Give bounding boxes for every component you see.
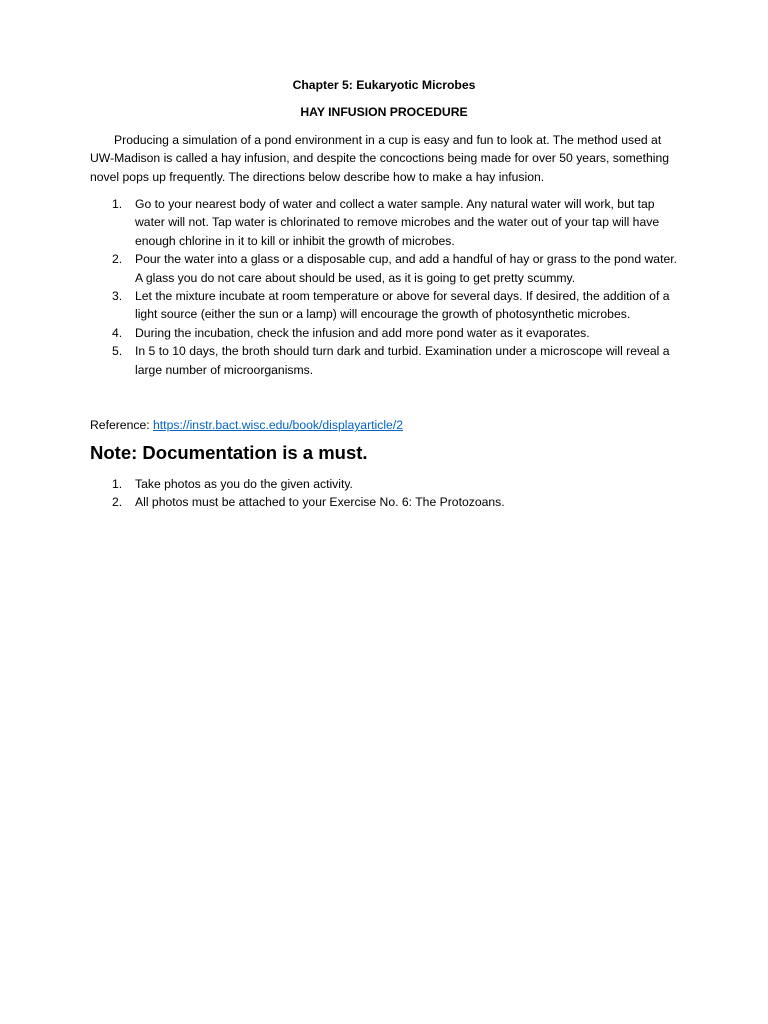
blank-spacer — [90, 379, 678, 416]
list-item — [90, 250, 678, 287]
section-title: HAY INFUSION PROCEDURE — [300, 105, 468, 120]
list-item-text: Let the mixture incubate at room temperature or above for several days. If desired, the addition of a light source (either the sun or a lamp) will encourage the growth of photosynthetic microbes. — [135, 289, 670, 322]
reference-link[interactable]: https://instr.bact.wisc.edu/book/displayarticle/2 — [153, 418, 403, 433]
list-number: 2. — [112, 252, 123, 267]
list-number: 4. — [112, 325, 123, 340]
list-number: 5. — [112, 344, 123, 359]
chapter-title: Chapter 5: Eukaryotic Microbes — [292, 78, 476, 92]
list-item-text: In 5 to 10 days, the broth should turn dark and turbid. Examination under a microscope will reveal a large number of microorganisms. — [135, 344, 670, 377]
list-number: 1. — [112, 476, 123, 491]
list-number: 2. — [112, 494, 123, 509]
list-item — [90, 324, 678, 342]
list-item — [90, 342, 678, 379]
reference-label: Reference: — [90, 418, 154, 433]
reference-line — [90, 416, 678, 434]
document-page — [90, 76, 678, 511]
list-item-text: Pour the water into a glass or a disposable cup, and add a handful of hay or grass to the pond water. A glass you do not care about should be used, as it is going to get pretty scummy. — [135, 252, 678, 285]
list-item-text: All photos must be attached to your Exercise No. 6: The Protozoans. — [135, 494, 505, 509]
list-item — [90, 493, 678, 511]
procedure-steps-list — [90, 195, 678, 379]
documentation-steps-list — [90, 475, 678, 512]
list-item-text: Go to your nearest body of water and collect a water sample. Any natural water will work, but tap water will not. Tap water is chlorinated to remove microbes and the water out of your tap will have enough chlorine in it to kill or inhibit the growth of microbes. — [135, 197, 660, 248]
list-item — [90, 195, 678, 250]
note-heading: Note: Documentation is a must. — [90, 441, 368, 463]
intro-paragraph: Producing a simulation of a pond environment in a cup is easy and fun to look at. The method used at UW-Madison is called a hay infusion, and despite the concoctions being made for over 50 years, something novel pops up frequently. The directions below describe how to make a hay infusion. — [90, 132, 670, 184]
list-number: 1. — [112, 197, 123, 212]
list-item — [90, 287, 678, 324]
list-item — [90, 475, 678, 493]
list-item-text: During the incubation, check the infusion and add more pond water as it evaporates. — [135, 325, 590, 340]
list-item-text: Take photos as you do the given activity. — [135, 476, 353, 491]
list-number: 3. — [112, 289, 123, 304]
